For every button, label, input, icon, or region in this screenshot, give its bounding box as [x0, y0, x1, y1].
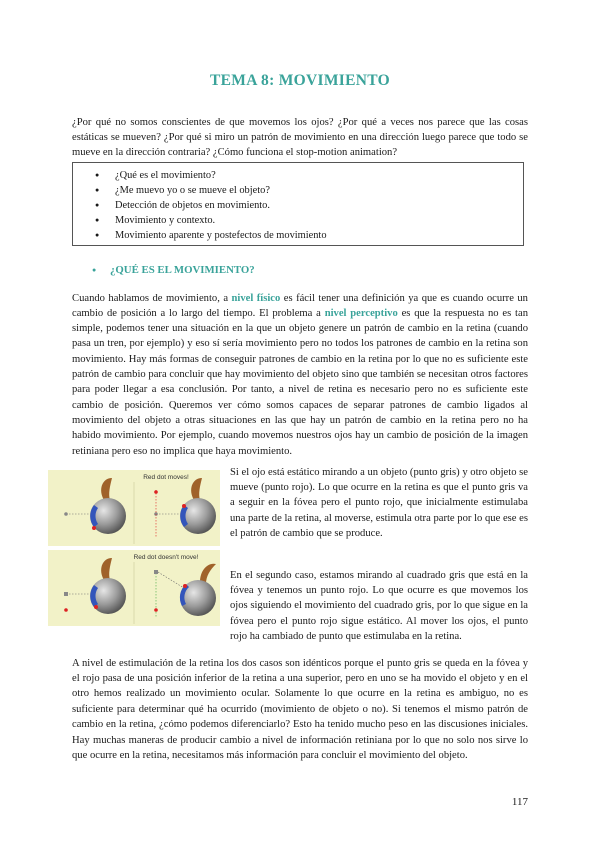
highlight-nivel-fisico: nivel físico	[231, 292, 281, 304]
page-number: 117	[511, 796, 528, 808]
text-run: Cuando hablamos de movimiento, a	[72, 292, 232, 304]
outline-item: ● ¿Qué es el movimiento?	[95, 168, 523, 183]
outline-list	[95, 168, 523, 243]
paragraph-retinal-ambiguity: A nivel de estimulación de la retina los dos casos son idénticos porque el punto gris se queda en la fóvea y el rojo pasa de una posición inferior de la retina a una superior, pero en uno se ha movido el objeto y en el otro hemos realizado un movimiento ocular. Solamente lo que ocurre en la retina es ambiguo, no es suficiente para determinar qué ha ocurrido (movimiento de objeto o no). Si tenemos el mismo patrón de cambio en la retina, ¿cómo podemos diferenciarlo? Esto ha tenido mucho peso en las discusiones iniciales. Hay muchas maneras de producir cambio a nivel de información retiniana por lo que no solo nos sirve lo que ocurre en la retina, necesitamos más información para concluir el movimiento del objeto.	[72, 657, 528, 762]
outline-box	[72, 162, 524, 246]
red-dot	[183, 584, 187, 588]
panel-label: Red dot moves!	[143, 474, 189, 481]
page-title: TEMA 8: MOVIMIENTO	[210, 72, 390, 89]
highlight-nivel-perceptivo: nivel perceptivo	[324, 307, 398, 319]
outline-item: ● Movimiento y contexto.	[95, 213, 523, 228]
grey-dot	[64, 512, 68, 516]
panel-eye-moves	[48, 550, 220, 626]
red-dot	[94, 605, 98, 609]
section-heading	[92, 264, 255, 276]
bullet-icon: ●	[92, 266, 97, 274]
outline-item: ● Movimiento aparente y postefectos de movimiento	[95, 228, 523, 243]
text-run: es fácil tener una definición ya que es cuando ocurre un cambio de posición a lo largo del tiempo. El problema a	[72, 292, 528, 319]
section-heading-text: ¿QUÉ ES EL MOVIMIENTO?	[110, 264, 255, 276]
grey-square	[154, 570, 158, 574]
red-dot	[92, 526, 96, 530]
paragraph-movement-definition	[72, 291, 528, 459]
outline-item: ● ¿Me muevo yo o se mueve el objeto?	[95, 183, 523, 198]
red-dot	[182, 504, 186, 508]
red-dot	[154, 608, 158, 612]
eye-diagram	[48, 470, 220, 626]
panel-label: Red dot doesn't move!	[133, 554, 199, 561]
red-dot	[154, 490, 158, 494]
panel-object-moves	[48, 470, 220, 546]
intro-paragraph: ¿Por qué no somos conscientes de que movemos los ojos? ¿Por qué a veces nos parece que las cosas estáticas se mueven? ¿Por qué si miro un patrón de movimiento en una dirección luego parece que todo se mueve en la dirección contraria? ¿Cómo funciona el stop-motion animation?	[72, 116, 528, 158]
text-run: es que la respuesta no es tan simple, podemos tener una situación en la que un objeto genere un patrón de cambio en la retina (cuando pasa un tren, por ejemplo) y eso sí sería movimiento pero no todos los patrones de cambio en la retina son movimiento. Hay más formas de conseguir patrones de cambio en la retina por lo que no es suficiente este patrón de cambio para concluir que hay movimiento del objeto sino que también se necesitan otros factores para poder llegar a esa conclusión. Por tanto, a nivel de retina es necesario pero no es suficiente este cambio de posición. Queremos ver cómo somos capaces de separar patrones de cambio ligados al movimiento del objeto a otras situaciones en las que hay un patrón de cambio en la retina pero no ha habido movimiento. Por ejemplo, cuando movemos nuestros ojos hay un cambio de posición de la imagen retiniana pero eso no implica que haya movimiento.	[72, 307, 528, 457]
paragraph-eye-moves: En el segundo caso, estamos mirando al cuadrado gris que está en la fóvea y tenemos un punto rojo. Lo que ocurre es que movemos los ojos siguiendo el movimiento del cuadrado gris, por lo que sigue en la fóvea pero el punto rojo sigue estático. Al mover los ojos, el punto rojo ha cambiado de punto que estimulaba en la retina.	[230, 569, 528, 643]
eye-movement-figure	[48, 470, 220, 626]
paragraph-object-moves: Si el ojo está estático mirando a un objeto (punto gris) y otro objeto se mueve (punto rojo). Lo que ocurre en la retina es que el punto gris va a seguir en la fóvea pero el punto rojo, que inicialmente estimulaba una parte de la retina, al moverse, estimula otra parte por lo que ese es el patrón de cambio que se produce.	[230, 466, 528, 540]
grey-square	[64, 592, 68, 596]
red-dot	[64, 608, 68, 612]
outline-item: ● Detección de objetos en movimiento.	[95, 198, 523, 213]
